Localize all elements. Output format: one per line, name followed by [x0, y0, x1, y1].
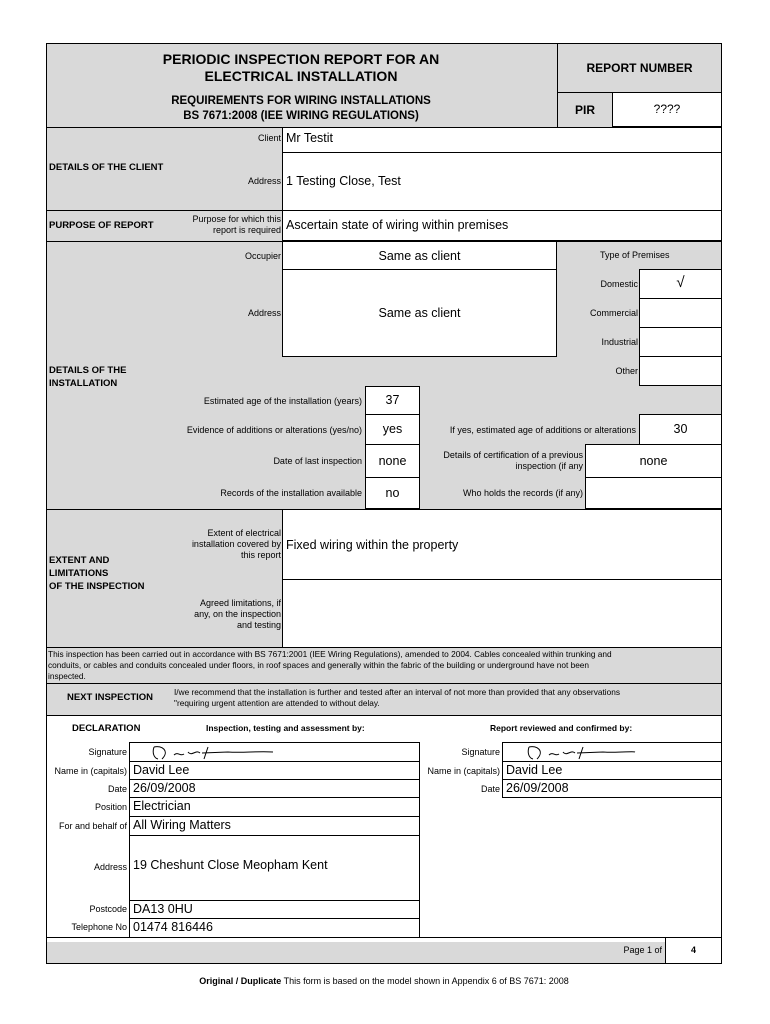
alter-age-field[interactable] [639, 414, 722, 445]
address-label: Address [93, 862, 127, 872]
telephone-value: 01474 816446 [133, 920, 213, 934]
installation-address-value: Same as client [378, 306, 461, 320]
subtitle-line1: REQUIREMENTS FOR WIRING INSTALLATIONS [171, 95, 431, 107]
occupier-label: Occupier [244, 251, 281, 261]
installation-address-field[interactable] [282, 269, 557, 357]
inspection-notice [48, 649, 720, 682]
position-value: Electrician [133, 799, 191, 813]
reviewer-signature-field[interactable] [502, 742, 722, 762]
declaration-label: DECLARATION [72, 723, 141, 734]
extent-label-line1: Extent of electrical [207, 528, 281, 538]
premises-title: Type of Premises [600, 250, 670, 260]
extent-section-line3: OF THE INSPECTION [49, 581, 145, 592]
holder-field[interactable] [585, 477, 722, 509]
next-inspection-line2: "requiring urgent attention are attended to without delay. [174, 698, 380, 708]
extent-section-label [49, 554, 145, 593]
limits-label-line1: Agreed limitations, if [199, 598, 281, 608]
declaration-address-value: 19 Cheshunt Close Meopham Kent [133, 858, 328, 872]
reviewer-date-label: Date [480, 784, 500, 794]
client-field[interactable] [282, 127, 722, 153]
commercial-checkbox[interactable] [639, 298, 722, 328]
industrial-label: Industrial [601, 337, 638, 347]
rule-page-top [46, 937, 722, 938]
client-section-label: DETAILS OF THE CLIENT [49, 162, 164, 173]
rule-next-top [46, 683, 722, 684]
domestic-label: Domestic [600, 279, 638, 289]
cert-label [422, 450, 583, 472]
notice-line1: This inspection has been carried out in accordance with BS 7671:2001 (IEE Wiring Regulations), amended to 2004. Cables concealed within trunking and [48, 649, 612, 659]
page-total-field [665, 937, 722, 964]
extent-label [160, 528, 281, 561]
inspector-date-value: 26/09/2008 [133, 781, 196, 795]
holder-label: Who holds the records (if any) [462, 488, 583, 498]
purpose-label-line2: report is required [212, 225, 281, 235]
pir-value: ???? [653, 102, 681, 116]
last-inspection-label: Date of last inspection [273, 456, 362, 466]
date-label: Date [107, 784, 127, 794]
report-number-label: REPORT NUMBER [586, 61, 693, 75]
client-label: Client [257, 133, 281, 143]
client-value: Mr Testit [286, 131, 333, 145]
cert-field[interactable] [585, 444, 722, 478]
telephone-field[interactable] [129, 918, 420, 938]
form-footer-note [46, 976, 722, 986]
age-value: 37 [385, 393, 400, 407]
installation-section-line2: INSTALLATION [49, 378, 118, 389]
extent-section-line2: LIMITATIONS [49, 568, 109, 579]
next-inspection-line1: I/we recommend that the installation is further and tested after an interval of not more than provided that any observations [174, 687, 620, 697]
purpose-label [160, 214, 281, 236]
notice-line2: conduits, or cables and conduits concealed under floors, in roof spaces and generally within the fabric of the building or underground have not been [48, 660, 590, 670]
domestic-checkbox[interactable] [639, 269, 722, 299]
installation-section-line1: DETAILS OF THE [49, 365, 127, 376]
page-total-value: 4 [690, 945, 696, 955]
installation-address-label: Address [247, 308, 281, 318]
next-inspection-text [174, 687, 720, 709]
limits-field[interactable] [282, 579, 722, 648]
records-label: Records of the installation available [220, 488, 362, 498]
alter-age-label: If yes, estimated age of additions or alterations [449, 425, 636, 435]
reviewer-signature-label: Signature [461, 747, 500, 757]
age-label: Estimated age of the installation (years) [203, 396, 362, 406]
reviewer-date-field[interactable] [502, 779, 722, 798]
postcode-label: Postcode [89, 904, 127, 914]
extent-label-line2: installation covered by [191, 539, 281, 549]
rule-notice-top [46, 647, 722, 648]
cert-label-line2: inspection (if any [515, 461, 583, 471]
telephone-label: Telephone No [71, 922, 127, 932]
reviewer-name-field[interactable] [502, 761, 722, 780]
behalf-label: For and behalf of [58, 821, 127, 831]
installation-section-label [49, 364, 126, 390]
evidence-value: yes [382, 422, 403, 436]
signature-label: Signature [88, 747, 127, 757]
next-inspection-label: NEXT INSPECTION [66, 692, 154, 703]
other-checkbox[interactable] [639, 356, 722, 386]
reviewer-name-value: David Lee [506, 763, 563, 777]
pir-label: PIR [574, 103, 595, 117]
purpose-value: Ascertain state of wiring within premises [286, 218, 509, 232]
inspector-name-value: David Lee [133, 763, 190, 777]
name-label: Name in (capitals) [54, 766, 127, 776]
cert-label-line1: Details of certification of a previous [443, 450, 583, 460]
client-address-value: 1 Testing Close, Test [286, 174, 401, 188]
commercial-label: Commercial [589, 308, 638, 318]
subtitle-line2: BS 7671:2008 (IEE WIRING REGULATIONS) [183, 110, 419, 122]
records-value: no [385, 486, 400, 500]
postcode-field[interactable] [129, 900, 420, 919]
report-title [100, 51, 502, 85]
inspector-signature [148, 743, 288, 763]
pir-value-field[interactable] [612, 92, 722, 127]
evidence-field[interactable] [365, 414, 420, 445]
industrial-checkbox[interactable] [639, 327, 722, 357]
purpose-label-line1: Purpose for which this [192, 214, 281, 224]
position-label: Position [94, 802, 127, 812]
client-address-field[interactable] [282, 152, 722, 211]
postcode-value: DA13 0HU [133, 902, 193, 916]
limits-label-line3: and testing [236, 620, 281, 630]
extent-label-line3: this report [240, 550, 281, 560]
last-inspection-field[interactable] [365, 444, 420, 478]
original-duplicate: Original / Duplicate [199, 976, 282, 986]
behalf-field[interactable] [129, 816, 420, 836]
limits-label-line2: any, on the inspection [194, 609, 281, 619]
alter-age-value: 30 [673, 422, 688, 436]
inspection-by-label: Inspection, testing and assessment by: [206, 723, 365, 733]
footer-note: This form is based on the model shown in Appendix 6 of BS 7671: 2008 [283, 976, 569, 986]
purpose-section-label: PURPOSE OF REPORT [49, 220, 154, 231]
last-inspection-value: none [378, 454, 407, 468]
page-label: Page 1 of [623, 945, 662, 955]
extent-value: Fixed wiring within the property [286, 538, 459, 552]
inspector-date-field[interactable] [129, 779, 420, 798]
notice-line3: inspected. [48, 671, 86, 681]
extent-section-line1: EXTENT AND [49, 555, 110, 566]
title-line1: PERIODIC INSPECTION REPORT FOR AN [162, 51, 440, 67]
behalf-value: All Wiring Matters [133, 818, 231, 832]
inspector-name-field[interactable] [129, 761, 420, 780]
inspector-signature-field[interactable] [129, 742, 420, 762]
limits-label [160, 598, 281, 631]
position-field[interactable] [129, 797, 420, 817]
occupier-value: Same as client [378, 249, 461, 263]
extent-field[interactable] [282, 509, 722, 580]
age-field[interactable] [365, 386, 420, 415]
cert-value: none [639, 454, 668, 468]
purpose-field[interactable] [282, 210, 722, 241]
title-line2: ELECTRICAL INSTALLATION [204, 68, 398, 84]
evidence-label: Evidence of additions or alterations (yes/no) [186, 425, 362, 435]
declaration-address-field[interactable] [129, 835, 420, 901]
records-field[interactable] [365, 477, 420, 509]
reviewer-signature [523, 743, 663, 763]
occupier-field[interactable] [282, 241, 557, 270]
reviewer-name-label: Name in (capitals) [427, 766, 500, 776]
reviewed-by-label: Report reviewed and confirmed by: [490, 723, 633, 733]
domestic-check-mark: √ [676, 274, 685, 291]
other-label: Other [615, 366, 638, 376]
report-subtitle [100, 94, 502, 124]
reviewer-date-value: 26/09/2008 [506, 781, 569, 795]
client-address-label: Address [247, 176, 281, 186]
rule-declaration-top [46, 715, 722, 716]
